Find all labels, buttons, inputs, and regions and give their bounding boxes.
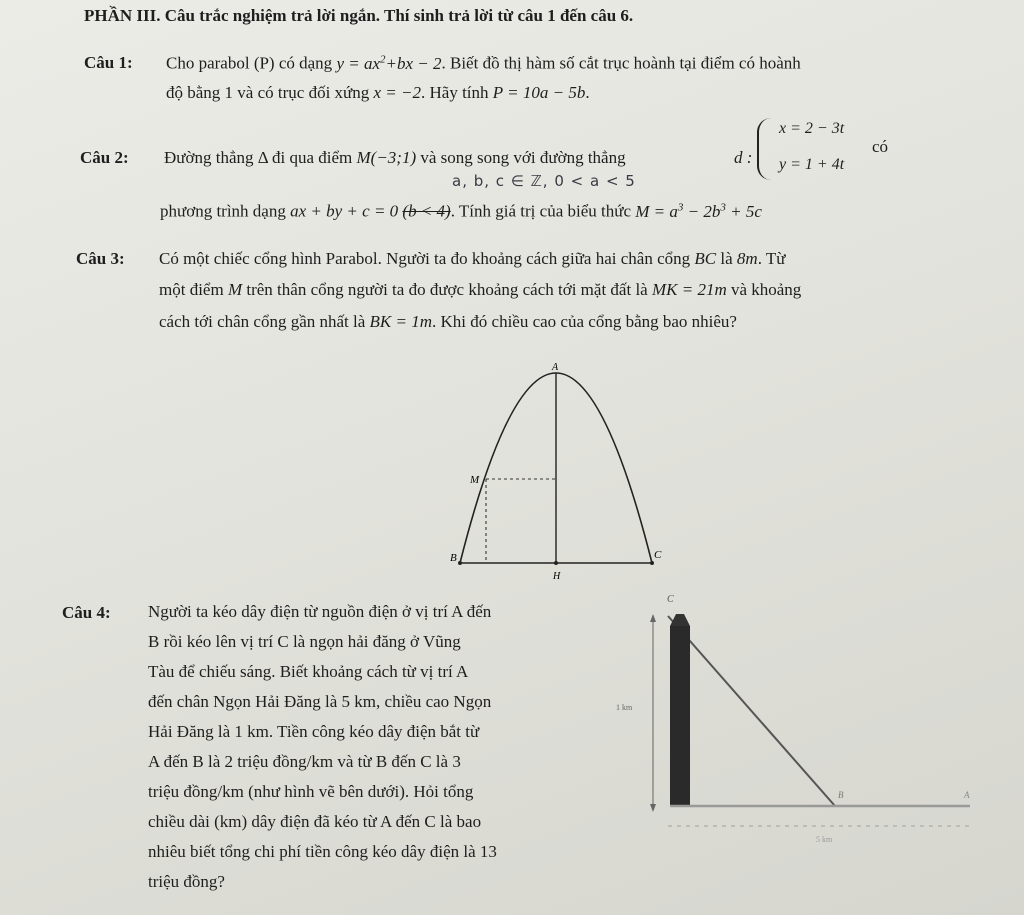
q1-target-eq: P = 10a − 5b bbox=[492, 83, 586, 102]
height-arrow-down bbox=[650, 804, 656, 812]
label-b: B bbox=[450, 552, 457, 564]
label-b: B bbox=[838, 790, 844, 800]
q2-expression: $M = a^3 - 2b^3 + 5c$ bbox=[635, 201, 762, 221]
q1-text-b: . Biết đồ thị hàm số cắt trục hoành tại điểm có hoành bbox=[441, 53, 801, 73]
q2-co: có bbox=[872, 137, 889, 156]
q4-line: Người ta kéo dây điện từ nguồn điện ở vị trí A đến bbox=[148, 602, 492, 621]
section-header: PHẦN III. Câu trắc nghiệm trả lời ngắn. Thí sinh trả lời từ câu 1 đến câu 6. bbox=[84, 6, 634, 25]
point-c bbox=[650, 561, 654, 565]
q1-text-c: độ bằng 1 và có trục đối xứng bbox=[166, 83, 370, 102]
q2-text-b: và song song với đường thẳng bbox=[420, 148, 626, 167]
lighthouse-tower bbox=[670, 626, 690, 806]
q1-label: Câu 1: bbox=[84, 53, 133, 72]
lighthouse-figure bbox=[610, 588, 990, 848]
q3-m: M bbox=[227, 280, 243, 299]
q1-text-a: Cho parabol (P) có dạng bbox=[166, 53, 333, 73]
q3-text-a: Có một chiếc cổng hình Parabol. Người ta đo khoảng cách giữa hai chân cổng bbox=[159, 249, 691, 268]
q2-d-label: d : bbox=[734, 148, 753, 167]
q2-sys-x: x = 2 − 3t bbox=[779, 120, 845, 137]
q3-text-d: một điểm bbox=[159, 280, 224, 299]
q4-line: A đến B là 2 triệu đồng/km và từ B đến C là 3 bbox=[148, 752, 461, 771]
q4-line: Hải Đăng là 1 km. Tiền công kéo dây điện bắt từ bbox=[148, 722, 480, 741]
handwritten-note: a, b, c ∈ ℤ, 0 < a < 5 bbox=[452, 172, 636, 190]
wire-cb bbox=[668, 616, 835, 806]
q4-text-block bbox=[148, 597, 497, 897]
q1-text-d: . Hãy tính bbox=[421, 83, 489, 102]
q1-axis-eq: x = −2 bbox=[373, 83, 422, 102]
q3-line1 bbox=[159, 249, 785, 269]
q3-line3 bbox=[159, 312, 737, 332]
q2-param-system bbox=[757, 118, 869, 180]
q2-text-d: . Tính giá trị của biểu thức bbox=[450, 201, 631, 221]
q3-bk: BK = 1m bbox=[369, 312, 433, 331]
q2-sys-y: y = 1 + 4t bbox=[779, 156, 845, 173]
label-m: M bbox=[470, 474, 480, 486]
q4-label: Câu 4: bbox=[62, 603, 111, 622]
point-b bbox=[458, 561, 462, 565]
q3-text-e: trên thân cổng người ta đo được khoảng cách tới mặt đất là bbox=[246, 280, 648, 299]
q3-text-h: . Khi đó chiều cao của cổng bằng bao nhiêu? bbox=[432, 312, 737, 331]
q1-parabola-eq: $y = ax^2+bx - 2$ bbox=[336, 53, 442, 73]
q4-line: triệu đồng? bbox=[148, 872, 225, 891]
q3-label: Câu 3: bbox=[76, 249, 125, 268]
height-arrow-up bbox=[650, 614, 656, 622]
label-a: A bbox=[552, 362, 559, 373]
q4-line: Tàu để chiếu sáng. Biết khoảng cách từ vị trí A bbox=[148, 662, 469, 681]
q2-point: M(−3;1) bbox=[356, 148, 417, 167]
label-h: H bbox=[553, 571, 561, 582]
q1-line2 bbox=[166, 83, 590, 103]
q2-line1 bbox=[164, 148, 626, 168]
q4-line: triệu đồng/km (như hình vẽ bên dưới). Hỏi tổng bbox=[148, 782, 474, 801]
q3-line2 bbox=[159, 280, 801, 300]
label-c: C bbox=[667, 594, 674, 605]
q3-mk: MK = 21m bbox=[651, 280, 727, 299]
q1-period: . bbox=[585, 83, 590, 102]
label-base: 5 km bbox=[816, 835, 833, 844]
q3-text-g: cách tới chân cổng gần nhất là bbox=[159, 312, 366, 331]
q4-line: đến chân Ngọn Hải Đăng là 5 km, chiều cao Ngọn bbox=[148, 692, 492, 711]
q2-text-a: Đường thẳng Δ đi qua điểm bbox=[164, 148, 353, 167]
q4-line: chiều dài (km) dây điện đã kéo từ A đến C là bao bbox=[148, 812, 482, 831]
label-height: 1 km bbox=[616, 703, 633, 712]
q2-text-c: phương trình dạng bbox=[160, 201, 286, 221]
q4-line: nhiêu biết tổng chi phí tiền công kéo dây điện là 13 bbox=[148, 842, 497, 861]
q3-text-b: là bbox=[720, 249, 733, 268]
q2-line2 bbox=[160, 201, 762, 222]
q4-line: B rồi kéo lên vị trí C là ngọn hải đăng ở Vũng bbox=[148, 632, 461, 651]
q2-label: Câu 2: bbox=[80, 148, 129, 167]
q3-bc-value: 8m bbox=[736, 249, 758, 268]
label-c: C bbox=[654, 549, 662, 561]
gate-parabola-figure bbox=[440, 355, 680, 590]
q3-text-f: và khoảng bbox=[730, 280, 802, 299]
q1-line1 bbox=[166, 53, 801, 74]
q2-struck-text: (b < 4) bbox=[402, 201, 451, 221]
q2-line-eq: ax + by + c = 0 bbox=[290, 201, 399, 221]
lighthouse-top bbox=[670, 614, 690, 626]
point-h bbox=[554, 561, 558, 565]
q3-text-c: . Từ bbox=[757, 249, 786, 268]
label-a: A bbox=[964, 790, 970, 800]
q3-bc: BC bbox=[694, 249, 717, 268]
